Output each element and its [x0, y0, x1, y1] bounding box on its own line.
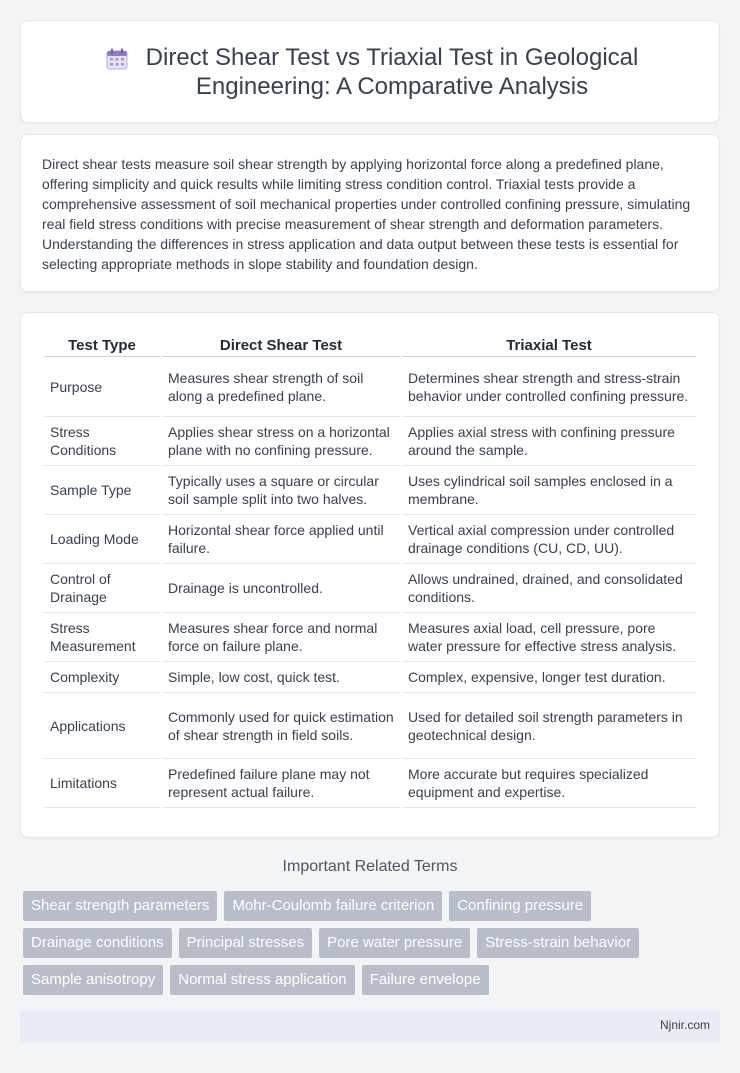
- row-label: Stress Conditions: [44, 417, 160, 466]
- footer: [20, 1010, 720, 1042]
- triaxial-cell: Measures axial load, cell pressure, pore water pressure for effective stress analysis.: [402, 613, 696, 662]
- related-term-tag[interactable]: Sample anisotropy: [23, 965, 163, 995]
- direct-shear-cell: Typically uses a square or circular soil sample split into two halves.: [162, 466, 400, 515]
- related-term-tag[interactable]: Shear strength parameters: [23, 891, 217, 921]
- table-row: [44, 417, 696, 466]
- direct-shear-cell: Simple, low cost, quick test.: [162, 662, 400, 693]
- related-term-tag[interactable]: Pore water pressure: [319, 928, 470, 958]
- page-title: Direct Shear Test vs Triaxial Test in Geological Engineering: A Comparative Analysis: [145, 44, 639, 100]
- comparison-table-card: [20, 312, 720, 838]
- triaxial-cell: More accurate but requires specialized equipment and expertise.: [402, 759, 696, 808]
- table-row: [44, 759, 696, 808]
- triaxial-cell: Applies axial stress with confining pressure around the sample.: [402, 417, 696, 466]
- table-row: [44, 662, 696, 693]
- intro-paragraph: Direct shear tests measure soil shear strength by applying horizontal force along a predefined plane, offering simplicity and quick results while limiting stress condition control. Triaxial tests provide a comprehensive assessment of soil mechanical properties under controlled confining pressure, simulating real field stress conditions with precise measurement of shear strength and deformation parameters. Understanding the differences in stress application and data output between these tests is essential for selecting appropriate methods in slope stability and foundation design.: [42, 156, 691, 272]
- table-row: [44, 357, 696, 417]
- direct-shear-cell: Commonly used for quick estimation of shear strength in field soils.: [162, 693, 400, 759]
- direct-shear-cell: Drainage is uncontrolled.: [162, 564, 400, 613]
- table-row: [44, 693, 696, 759]
- row-label: Sample Type: [44, 466, 160, 515]
- row-label: Loading Mode: [44, 515, 160, 564]
- related-term-tag[interactable]: Confining pressure: [449, 891, 591, 921]
- row-label: Control of Drainage: [44, 564, 160, 613]
- direct-shear-cell: Measures shear force and normal force on failure plane.: [162, 613, 400, 662]
- title-card: [20, 20, 720, 123]
- direct-shear-cell: Horizontal shear force applied until failure.: [162, 515, 400, 564]
- direct-shear-cell: Applies shear stress on a horizontal plane with no confining pressure.: [162, 417, 400, 466]
- comparison-table: [42, 333, 698, 808]
- header-triaxial: Triaxial Test: [402, 333, 696, 357]
- related-term-tag[interactable]: Mohr-Coulomb failure criterion: [224, 891, 442, 921]
- related-term-tag[interactable]: Normal stress application: [170, 965, 354, 995]
- triaxial-cell: Complex, expensive, longer test duration.: [402, 662, 696, 693]
- direct-shear-cell: Measures shear strength of soil along a predefined plane.: [162, 357, 400, 417]
- triaxial-cell: Determines shear strength and stress-strain behavior under controlled confining pressure.: [402, 357, 696, 417]
- table-row: [44, 466, 696, 515]
- header-test-type: Test Type: [44, 333, 160, 357]
- related-term-tag[interactable]: Drainage conditions: [23, 928, 172, 958]
- direct-shear-cell: Predefined failure plane may not represent actual failure.: [162, 759, 400, 808]
- header-direct-shear: Direct Shear Test: [162, 333, 400, 357]
- related-terms-list: [23, 891, 713, 995]
- footer-site-link[interactable]: Njnir.com: [659, 1018, 710, 1032]
- table-header-row: [44, 333, 696, 357]
- related-term-tag[interactable]: Failure envelope: [362, 965, 489, 995]
- related-term-tag[interactable]: Principal stresses: [179, 928, 313, 958]
- table-row: [44, 613, 696, 662]
- row-label: Limitations: [44, 759, 160, 808]
- table-row: [44, 564, 696, 613]
- related-term-tag[interactable]: Stress-strain behavior: [477, 928, 639, 958]
- triaxial-cell: Used for detailed soil strength parameters in geotechnical design.: [402, 693, 696, 759]
- intro-card: [20, 134, 720, 292]
- row-label: Purpose: [44, 357, 160, 417]
- table-row: [44, 515, 696, 564]
- triaxial-cell: Uses cylindrical soil samples enclosed in a membrane.: [402, 466, 696, 515]
- related-terms-heading: Important Related Terms: [282, 858, 458, 875]
- row-label: Stress Measurement: [44, 613, 160, 662]
- row-label: Complexity: [44, 662, 160, 693]
- triaxial-cell: Allows undrained, drained, and consolidated conditions.: [402, 564, 696, 613]
- triaxial-cell: Vertical axial compression under controlled drainage conditions (CU, CD, UU).: [402, 515, 696, 564]
- row-label: Applications: [44, 693, 160, 759]
